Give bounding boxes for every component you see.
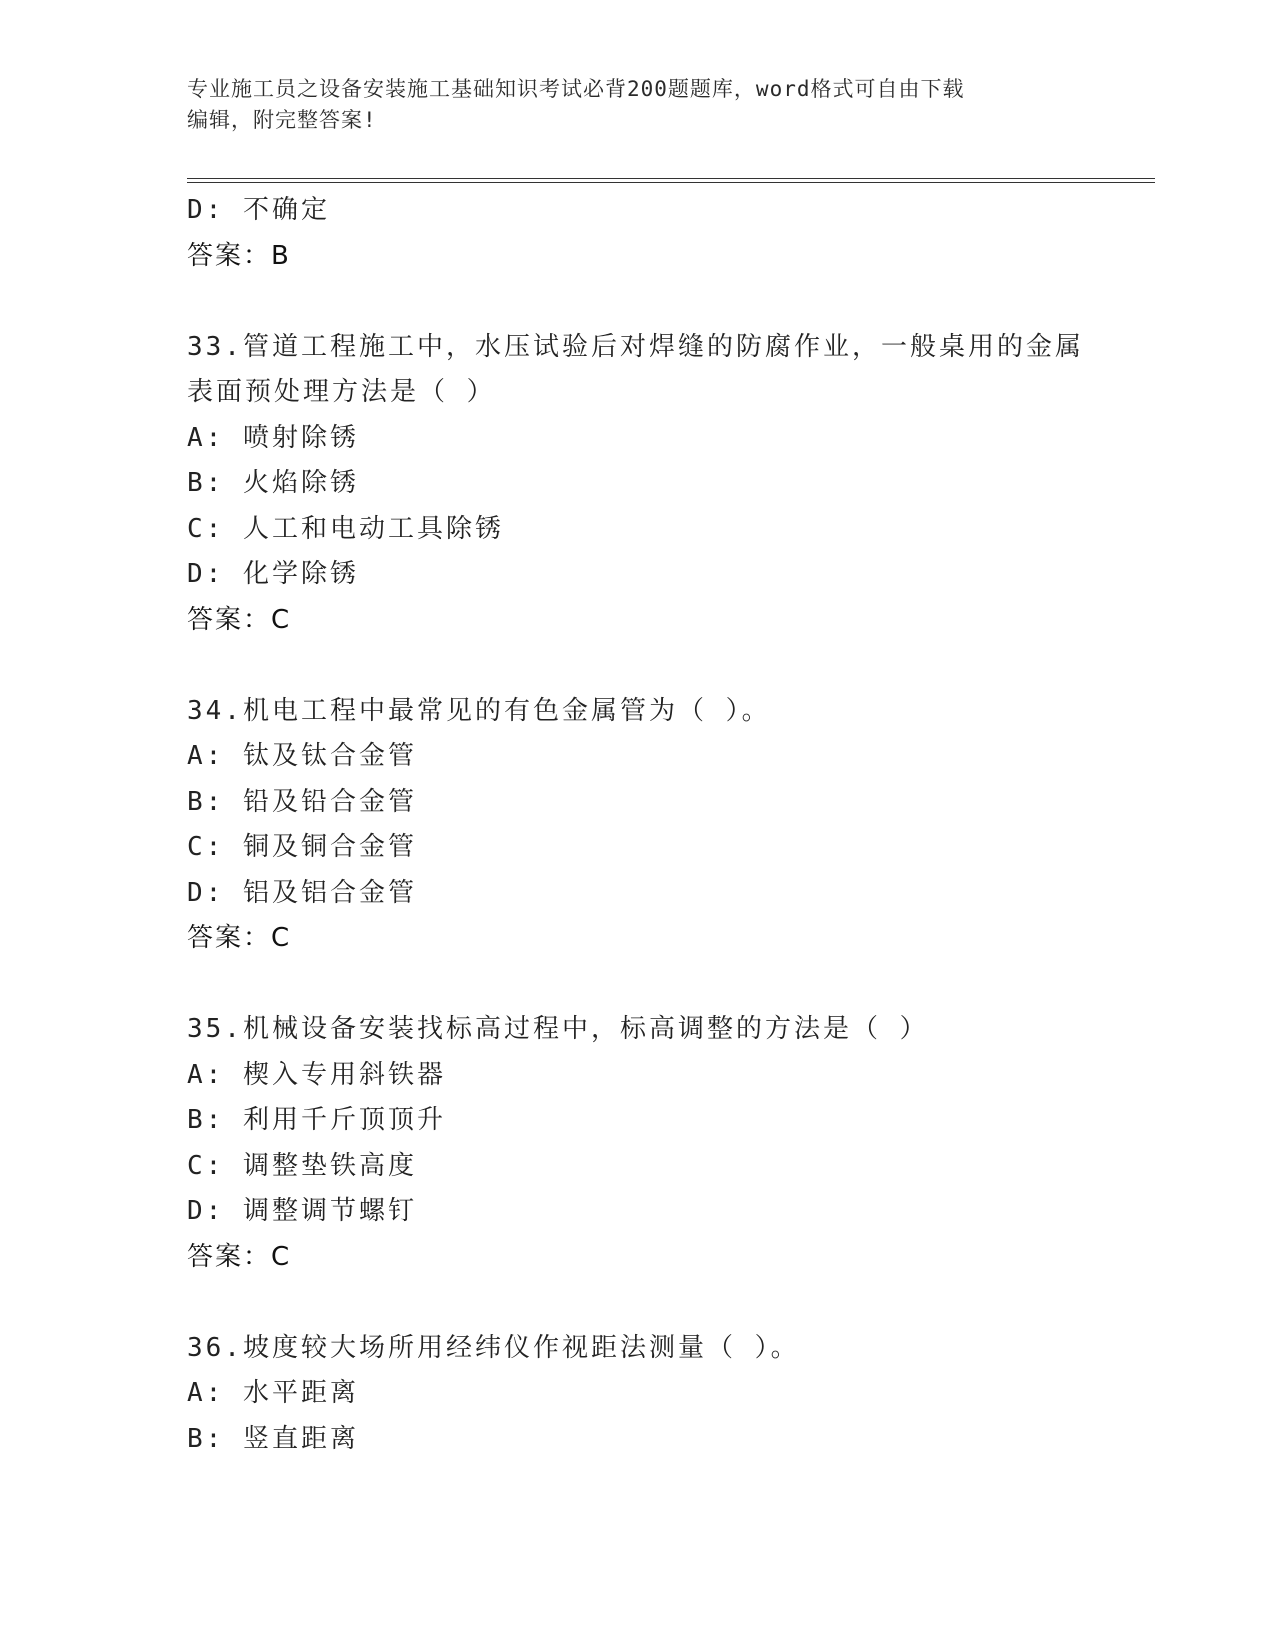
spacer	[187, 962, 1087, 1008]
option-c: C: 人工和电动工具除锈	[187, 513, 504, 544]
document-header	[187, 74, 1067, 136]
question-item-33	[187, 325, 1087, 644]
option-b: B: 利用千斤顶顶升	[187, 1105, 446, 1135]
answer-text: 答案：C	[187, 604, 292, 635]
question-list	[187, 188, 1087, 1462]
header-title-line-2: 编辑，附完整答案!	[187, 108, 377, 132]
option-a: A: 楔入专用斜铁器	[187, 1059, 446, 1090]
option-c: C: 调整垫铁高度	[187, 1150, 417, 1181]
option-a: A: 喷射除锈	[187, 422, 359, 453]
header-title-line-1: 专业施工员之设备安装施工基础知识考试必背200题题库，word格式可自由下载	[187, 77, 965, 101]
header-divider-top	[187, 178, 1155, 179]
answer-text: 答案：B	[187, 240, 291, 271]
option-d: D: 化学除锈	[187, 559, 359, 589]
option-a: A: 水平距离	[187, 1378, 359, 1408]
question-item-34	[187, 689, 1087, 962]
option-d: D: 铝及铝合金管	[187, 877, 417, 908]
spacer	[187, 643, 1087, 689]
answer-text: 答案：C	[187, 1241, 292, 1272]
question-text: 36.坡度较大场所用经纬仪作视距法测量（ ）。	[187, 1332, 800, 1363]
option-d: D: 不确定	[187, 195, 330, 225]
question-item-36	[187, 1326, 1087, 1463]
question-text: 35.机械设备安装找标高过程中，标高调整的方法是（ ）	[187, 1014, 929, 1044]
option-d: D: 调整调节螺钉	[187, 1196, 417, 1226]
option-c: C: 铜及铜合金管	[187, 832, 417, 862]
spacer	[187, 1280, 1087, 1326]
option-b: B: 竖直距离	[187, 1423, 359, 1454]
question-text: 34.机电工程中最常见的有色金属管为（ ）。	[187, 695, 771, 726]
answer-text: 答案：C	[187, 923, 292, 953]
option-a: A: 钛及钛合金管	[187, 741, 417, 771]
spacer	[187, 279, 1087, 325]
option-b: B: 火焰除锈	[187, 468, 359, 498]
option-b: B: 铅及铅合金管	[187, 786, 417, 817]
question-text-continued: 表面预处理方法是（ ）	[187, 377, 496, 407]
question-text: 33.管道工程施工中，水压试验后对焊缝的防腐作业，一般桌用的金属	[187, 331, 1084, 362]
header-divider-bottom	[187, 182, 1155, 183]
question-item-35	[187, 1007, 1087, 1280]
